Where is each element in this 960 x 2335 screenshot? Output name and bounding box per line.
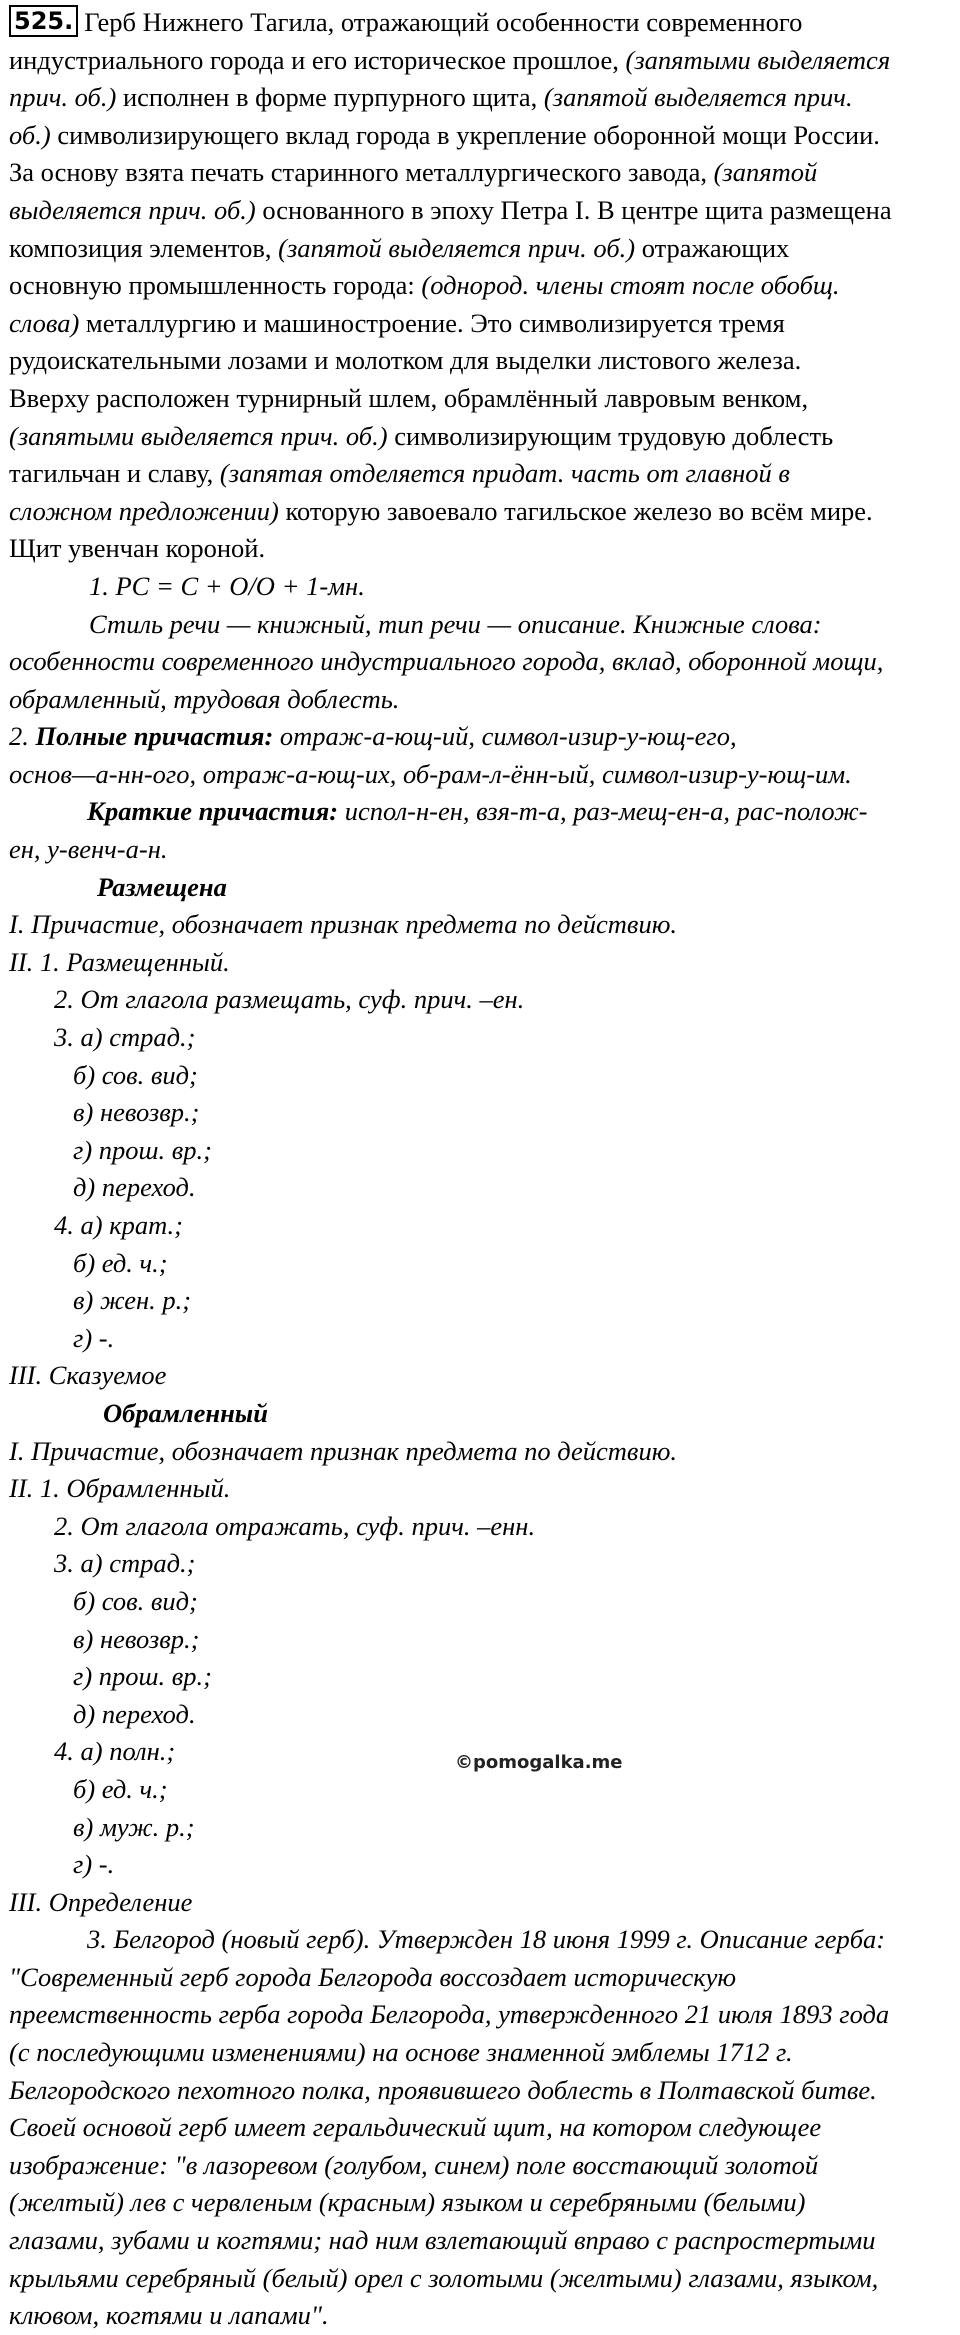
text-segment: крыльями серебряный (белый) орел с золотыми (желтыми) глазами, языком, — [9, 2262, 879, 2293]
text-segment: Вверху расположен турнирный шлем, обрамлённый лавровым венком, — [9, 382, 809, 413]
text-line — [9, 1508, 948, 1546]
text-line — [9, 42, 948, 80]
text-segment: б) ед. ч.; — [73, 1773, 168, 1804]
text-segment: б) ед. ч.; — [73, 1247, 168, 1278]
text-segment: символизирующего вклад города в укрепление оборонной мощи России. — [50, 119, 880, 150]
text-line — [9, 342, 948, 380]
text-line — [9, 1395, 948, 1433]
text-line — [9, 1696, 948, 1734]
text-segment: б) сов. вид; — [73, 1585, 198, 1616]
text-segment: "Современный герб города Белгорода воссоздает историческую — [9, 1961, 737, 1992]
text-line — [9, 1921, 948, 1959]
text-line — [9, 1433, 948, 1471]
text-segment: (запятая отделяется придат. часть от главной в — [219, 458, 790, 489]
text-segment: 4. а) полн.; — [54, 1736, 176, 1767]
text-segment: Краткие причастия: — [87, 796, 339, 827]
text-line — [9, 1884, 948, 1922]
text-segment: тагильчан и славу, — [9, 458, 220, 489]
text-line — [9, 4, 948, 42]
text-line — [9, 1057, 948, 1095]
text-segment: (запятой — [713, 157, 818, 188]
exercise-number: 525. — [9, 5, 78, 37]
text-segment: отражающих — [635, 232, 790, 263]
text-segment: (однород. члены стоят после обобщ. — [421, 270, 840, 301]
text-segment: г) -. — [73, 1849, 115, 1880]
text-segment: Герб Нижнего Тагила, отражающий особенности современного — [84, 7, 803, 37]
text-segment: рудоискательными лозами и молотком для выделки листового железа. — [9, 345, 802, 376]
text-line — [9, 2109, 948, 2147]
text-line — [9, 154, 948, 192]
text-segment: изображение: "в лазоревом (голубом, синем) поле восстающий золотой — [9, 2149, 819, 2180]
text-segment: II. 1. Обрамленный. — [9, 1473, 231, 1504]
text-line — [9, 1959, 948, 1997]
text-segment: I. Причастие, обозначает признак предмета по действию. — [9, 1435, 677, 1466]
text-segment: б) сов. вид; — [73, 1059, 198, 1090]
text-segment: г) прош. вр.; — [73, 1134, 212, 1165]
text-line — [9, 1207, 948, 1245]
text-line — [9, 1320, 948, 1358]
text-segment: особенности современного индустриального города, вклад, оборонной мощи, — [9, 646, 884, 677]
text-line — [9, 1245, 948, 1283]
text-line — [9, 718, 948, 756]
text-line — [9, 230, 948, 268]
text-segment: символизирующим трудовую доблесть — [387, 420, 834, 451]
text-line — [9, 267, 948, 305]
text-segment: (запятыми выделяется прич. об.) — [9, 420, 388, 451]
watermark: ©pomogalka.me — [455, 1752, 623, 1773]
text-segment: Щит увенчан короной. — [9, 533, 266, 564]
text-line — [9, 2297, 948, 2335]
text-line — [9, 79, 948, 117]
text-segment: (запятой выделяется прич. об.) — [278, 232, 636, 263]
text-segment: испол-н-ен, взя-т-а, раз-мещ-ен-а, рас-полож- — [338, 796, 868, 827]
text-segment: прич. об.) — [9, 82, 117, 113]
text-segment: д) переход. — [73, 1172, 196, 1203]
text-line — [9, 2222, 948, 2260]
text-line — [9, 1658, 948, 1696]
text-line — [9, 192, 948, 230]
text-segment: основанного в эпоху Петра I. В центре щита размещена — [255, 194, 892, 225]
text-segment: в) невозвр.; — [73, 1623, 200, 1654]
text-segment: клювом, когтями и лапами". — [9, 2300, 329, 2331]
text-segment: (желтый) лев с червленым (красным) языком и серебряными (белыми) — [9, 2187, 806, 2218]
text-line — [9, 1169, 948, 1207]
text-segment: 4. а) крат.; — [54, 1210, 184, 1240]
text-line — [9, 493, 948, 531]
text-line — [9, 2260, 948, 2298]
text-line — [9, 1583, 948, 1621]
text-line — [9, 1019, 948, 1057]
text-segment: в) муж. р.; — [73, 1811, 195, 1842]
text-segment: в) невозвр.; — [73, 1097, 200, 1128]
text-line — [9, 1996, 948, 2034]
text-segment: сложном предложении) — [9, 495, 279, 526]
text-line — [9, 1621, 948, 1659]
text-line — [9, 455, 948, 493]
text-segment: Размещена — [97, 871, 227, 902]
text-segment: обрамленный, трудовая доблесть. — [9, 683, 400, 714]
text-segment: III. Определение — [9, 1886, 193, 1917]
text-segment: (запятой выделяется прич. — [543, 82, 853, 113]
text-line — [9, 681, 948, 719]
text-segment: металлургию и машиностроение. Это символизируется тремя — [79, 307, 785, 338]
text-segment: композиция элементов, — [9, 232, 279, 263]
text-line — [9, 756, 948, 794]
text-segment: преемственность герба города Белгорода, утвержденного 21 июля 1893 года — [9, 1999, 890, 2030]
text-segment: г) прош. вр.; — [73, 1661, 212, 1692]
text-line — [9, 568, 948, 606]
text-line — [9, 1470, 948, 1508]
text-line — [9, 380, 948, 418]
text-segment: 1. PC = C + O/O + 1-мн. — [89, 570, 365, 601]
text-segment: основную промышленность города: — [9, 270, 422, 301]
text-segment: I. Причастие, обозначает признак предмета по действию. — [9, 909, 677, 940]
exercise-text — [9, 4, 948, 2335]
text-segment: Белгородского пехотного полка, проявившего доблесть в Полтавской битве. — [9, 2074, 877, 2105]
text-segment: слова) — [9, 307, 80, 338]
text-segment: 2. — [9, 721, 36, 752]
text-line — [9, 2072, 948, 2110]
text-line — [9, 2184, 948, 2222]
text-segment: основ—а-нн-ого, отраж-а-ющ-их, об-рам-л-ённ-ый, символ-изир-у-ющ-им. — [9, 758, 852, 789]
text-segment: 3. Белгород (новый герб). Утвержден 18 июня 1999 г. Описание герба: — [87, 1924, 886, 1955]
text-segment: исполнен в форме пурпурного щита, — [116, 82, 544, 113]
text-line — [9, 1282, 948, 1320]
text-line — [9, 117, 948, 155]
text-segment: 2. От глагола размещать, суф. прич. –ен. — [54, 984, 525, 1015]
text-line — [9, 530, 948, 568]
text-segment: в) жен. р.; — [73, 1285, 192, 1316]
text-line — [9, 418, 948, 456]
text-segment: индустриального города и его историческое прошлое, — [9, 44, 626, 75]
text-line — [9, 906, 948, 944]
text-line — [9, 1846, 948, 1884]
text-segment: которую завоевало тагильское железо во всём мире. — [278, 495, 873, 526]
text-line — [9, 643, 948, 681]
text-segment: Полные причастия: — [35, 721, 274, 752]
text-line — [9, 2034, 948, 2072]
text-segment: отраж-а-ющ-ий, символ-изир-у-ющ-его, — [273, 721, 737, 752]
text-line — [9, 1545, 948, 1583]
text-segment: III. Сказуемое — [9, 1360, 167, 1391]
text-segment: глазами, зубами и когтями; над ним взлетающий вправо с распростертыми — [9, 2225, 876, 2256]
text-line — [9, 1357, 948, 1395]
text-line — [9, 2147, 948, 2185]
text-segment: Стиль речи — книжный, тип речи — описание. Книжные слова: — [89, 608, 822, 639]
text-segment: 3. а) страд.; — [54, 1548, 196, 1579]
text-segment: об.) — [9, 119, 51, 150]
text-segment: 2. От глагола отражать, суф. прич. –енн. — [54, 1510, 536, 1541]
text-segment: (с последующими изменениями) на основе знаменной эмблемы 1712 г. — [9, 2037, 793, 2068]
text-line — [9, 944, 948, 982]
text-segment: 3. а) страд.; — [54, 1022, 196, 1053]
text-line — [9, 981, 948, 1019]
text-line — [9, 1094, 948, 1132]
text-line — [9, 831, 948, 869]
text-segment: д) переход. — [73, 1698, 196, 1729]
text-segment: II. 1. Размещенный. — [9, 946, 230, 977]
text-line — [9, 1809, 948, 1847]
text-line — [9, 1132, 948, 1170]
text-line — [9, 869, 948, 907]
text-segment: ен, у-венч-а-н. — [9, 834, 168, 865]
text-segment: Обрамленный — [103, 1397, 268, 1428]
text-line — [9, 606, 948, 644]
text-line — [9, 305, 948, 343]
text-segment: Своей основой герб имеет геральдический щит, на котором следующее — [9, 2112, 822, 2143]
text-segment: выделяется прич. об.) — [9, 194, 256, 225]
text-segment: г) -. — [73, 1322, 115, 1353]
text-segment: За основу взята печать старинного металлургического завода, — [9, 157, 714, 188]
text-line — [9, 1771, 948, 1809]
text-line — [9, 793, 948, 831]
text-segment: (запятыми выделяется — [625, 44, 891, 75]
